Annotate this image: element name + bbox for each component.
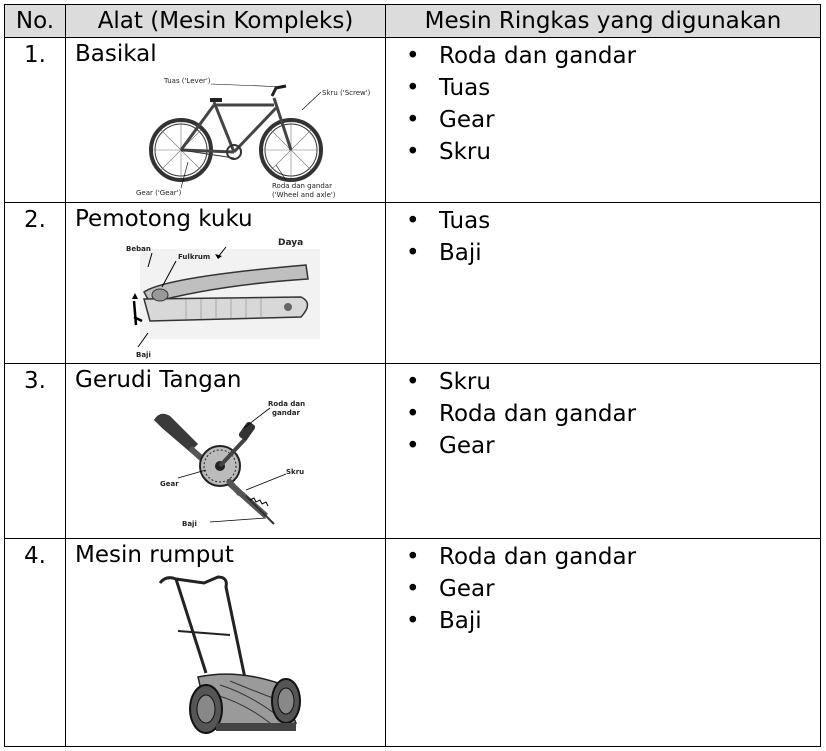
parts-list	[406, 366, 820, 462]
table-row	[5, 38, 821, 203]
table-row	[5, 364, 821, 539]
label-fulkrum: Fulkrum	[178, 253, 211, 261]
label-skru: Skru ('Screw')	[322, 89, 371, 97]
tool-name: Gerudi Tangan	[75, 367, 242, 393]
row-number: 1.	[5, 38, 66, 203]
bicycle-image	[126, 70, 371, 200]
label-daya: Daya	[278, 238, 304, 248]
parts-cell	[386, 38, 821, 203]
label-roda-dan: Roda dan	[268, 400, 306, 408]
parts-cell	[386, 203, 821, 364]
nail-clipper-image	[126, 237, 326, 362]
label-tuas: Tuas ('Lever')	[164, 77, 211, 85]
list-item: • Tuas	[406, 205, 820, 237]
table-row	[5, 203, 821, 364]
parts-list	[406, 541, 820, 637]
list-item: • Gear	[406, 104, 820, 136]
list-item: • Gear	[406, 573, 820, 605]
tool-cell	[66, 364, 386, 539]
list-item: • Roda dan gandar	[406, 541, 820, 573]
machines-table	[4, 4, 821, 747]
lawn-mower-image	[146, 573, 316, 741]
list-item: • Skru	[406, 136, 820, 168]
list-item: • Roda dan gandar	[406, 398, 820, 430]
hand-drill-image	[146, 398, 306, 533]
label-roda: Roda dan gandar	[272, 182, 332, 190]
header-tool: Alat (Mesin Kompleks)	[66, 5, 386, 38]
label-beban: Beban	[126, 245, 151, 253]
tool-name: Basikal	[75, 41, 157, 67]
tool-cell	[66, 539, 386, 747]
parts-cell	[386, 364, 821, 539]
list-item: • Roda dan gandar	[406, 40, 820, 72]
label-skru: Skru	[286, 468, 305, 476]
list-item: • Gear	[406, 430, 820, 462]
label-baji: Baji	[136, 351, 151, 359]
header-no: No.	[5, 5, 66, 38]
header-parts: Mesin Ringkas yang digunakan	[386, 5, 821, 38]
list-item: • Baji	[406, 605, 820, 637]
label-gear: Gear ('Gear')	[136, 189, 182, 197]
tool-name: Mesin rumput	[75, 542, 234, 568]
row-number: 3.	[5, 364, 66, 539]
parts-list	[406, 40, 820, 168]
tool-cell	[66, 203, 386, 364]
list-item: • Skru	[406, 366, 820, 398]
label-gear: Gear	[160, 480, 179, 488]
parts-list	[406, 205, 820, 269]
label-gandar: gandar	[272, 409, 300, 417]
list-item: • Baji	[406, 237, 820, 269]
tool-name: Pemotong kuku	[75, 206, 253, 232]
header-row	[5, 5, 821, 38]
parts-cell	[386, 539, 821, 747]
label-baji: Baji	[182, 520, 197, 528]
table-row	[5, 539, 821, 747]
label-wheel-axle: ('Wheel and axle')	[272, 191, 336, 199]
row-number: 4.	[5, 539, 66, 747]
row-number: 2.	[5, 203, 66, 364]
list-item: • Tuas	[406, 72, 820, 104]
tool-cell	[66, 38, 386, 203]
